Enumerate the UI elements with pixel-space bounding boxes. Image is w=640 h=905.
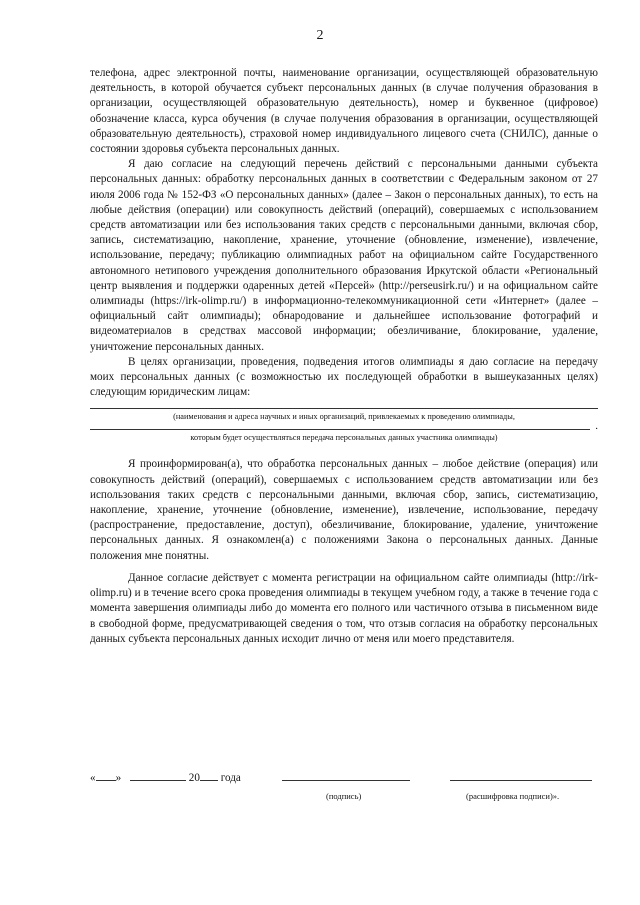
line-end-dot: . xyxy=(595,420,598,433)
signature-row xyxy=(90,769,610,809)
signature-field[interactable] xyxy=(282,769,410,784)
paragraph-consent-actions: Я даю согласие на следующий перечень действий с персональными данными субъекта персональных данных: обработку персональных данных в соответствии с Федеральным законом от 27 июля 2006 года № 152-ФЗ «О персональных данных» (далее – Закон о персональных данных), то есть на любые действия (операции) или совокупность действий (операций), совершаемых с использованием средств автоматизации или без использования таких средств с персональными данными, включая сбор, запись, систематизацию, накопление, хранение, уточнение (обновление, изменение), извлечение, использование, передачу; публикацию олимпиадных работ на официальном сайте Государственного автономного нетипового учреждения дополнительного образования Иркутской области «Региональный центр выявления и поддержки одаренных детей «Персей» (http://perseusirk.ru/) и на официальном сайте олимпиады (https://irk-olimp.ru/) в информационно-телекоммуникационной сети «Интернет» (далее – официальный сайт олимпиады); обнародование и дальнейшее использование фотографий и видеоматериалов в средствах массовой информации; обезличивание, блокирование, удаление, уничтожение персональных данных. xyxy=(90,158,598,353)
day-blank[interactable] xyxy=(96,769,116,781)
signature-caption: (подпись) xyxy=(326,791,362,801)
organizations-caption-2: которым будет осуществляться передача персональных данных участника олимпиады) xyxy=(190,433,498,443)
paragraph-transfer-consent: В целях организации, проведения, подведения итогов олимпиады я даю согласие на передачу моих персональных данных (с возможностью их последующей обработки в вышеуказанных целях) следующим юридическим лицам: xyxy=(90,355,598,399)
signature-blank[interactable] xyxy=(282,769,410,781)
organizations-caption: (наименования и адреса научных и иных организаций, привлекаемых к проведению олимпиады, xyxy=(173,412,515,422)
spacer xyxy=(90,443,598,457)
spacer xyxy=(90,400,598,408)
month-blank[interactable] xyxy=(130,769,186,781)
spacer xyxy=(90,564,598,571)
decode-caption: (расшифровка подписи)». xyxy=(466,791,560,801)
decode-blank[interactable] xyxy=(450,769,592,781)
page-number: 2 xyxy=(316,28,324,43)
paragraph-informed: Я проинформирован(а), что обработка персональных данных – любое действие (операция) или совокупность действий (операций), совершаемых с использованием средств автоматизации или без использования таких средств с персональными данными, включая сбор, запись, систематизацию, накопление, хранение, уточнение (обновление, изменение), извлечение, использование, передачу (распространение, предоставление, доступ), обезличивание, блокирование, удаление, уничтожение персональных данных. Я ознакомлен(а) с положениями Закона о персональных данных. Данные положения мне понятны. xyxy=(90,458,598,562)
year-blank[interactable] xyxy=(200,769,218,781)
paragraph-validity: Данное согласие действует с момента регистрации на официальном сайте олимпиады (http://irk-olimp.ru) и в течение всего срока проведения олимпиады в текущем учебном году, а также в течение года с момента завершения олимпиады либо до момента его полного или частичного отзыва в письменном виде в свободной форме, предусматривающей сведения о том, что отзыв согласия на обработку персональных данных субъекта персональных данных исходит лично от меня или моего представителя. xyxy=(90,571,598,645)
organizations-fill-line[interactable] xyxy=(90,408,598,409)
paragraph-data-list: телефона, адрес электронной почты, наименование организации, осуществляющей образовательную деятельность, в которой обучается субъект персональных данных (в случае получения образования в организации, осуществляющей образовательную деятельность), номер и буквенное (цифровое) обозначение класса, курса обучения (в случае получения образования в организации, осуществляющей образовательную деятельность), страховой номер индивидуального лицевого счета (СНИЛС), данные о состоянии здоровья субъекта персональных данных. xyxy=(90,67,598,156)
spacer xyxy=(90,422,598,429)
decode-field[interactable] xyxy=(450,769,592,784)
organizations-fill-line-2[interactable] xyxy=(90,429,590,430)
document-body xyxy=(90,66,598,647)
date-field[interactable]: « » 20 года xyxy=(90,769,241,784)
